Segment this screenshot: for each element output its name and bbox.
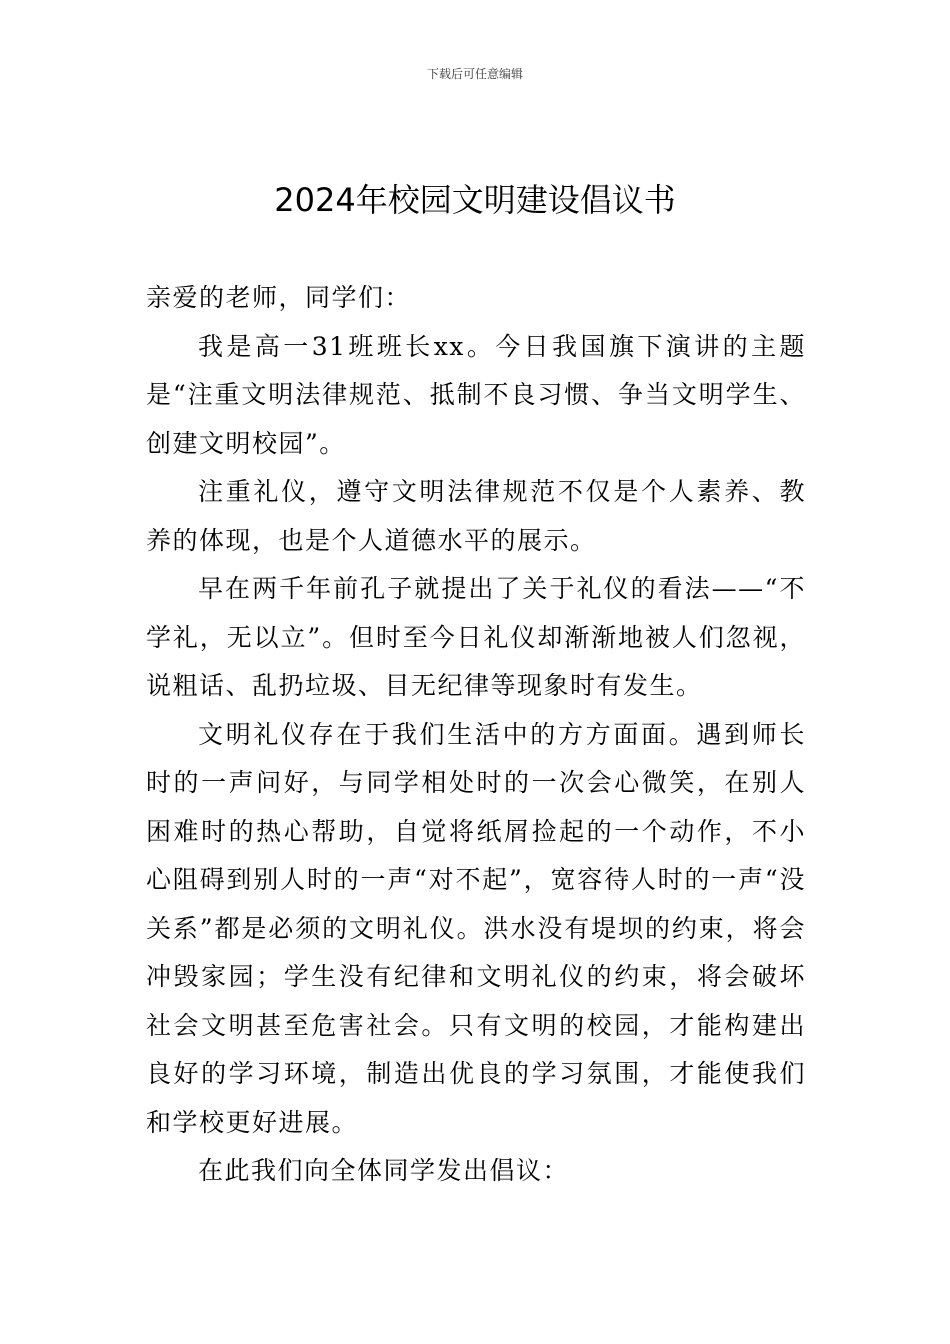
document-body (146, 274, 806, 1196)
document-title: 2024年校园文明建设倡议书 (274, 181, 676, 219)
header-note: 下载后可任意编辑 (426, 67, 523, 81)
paragraph-etiquette: 注重礼仪，遵守文明法律规范不仅是个人素养、教养的体现，也是个人道德水平的展示。 (146, 477, 806, 555)
salutation: 亲爱的老师，同学们： (146, 283, 412, 312)
paragraph-daily-life: 文明礼仪存在于我们生活中的方方面面。遇到师长时的一声问好，与同学相处时的一次会心微笑，在别人困难时的热心帮助，自觉将纸屑捡起的一个动作，不小心阻碍到别人时的一声“对不起”，宽容待人时的一声“没关系”都是必须的文明礼仪。洪水没有堤坝的约束，将会冲毁家园；学生没有纪律和文明礼仪的约束，将会破坏社会文明甚至危害社会。只有文明的校园，才能构建出良好的学习环境，制造出优良的学习氛围，才能使我们和学校更好进展。 (146, 719, 806, 1137)
paragraph-intro: 我是高一31班班长xx。今日我国旗下演讲的主题是“注重文明法律规范、抵制不良习惯、争当文明学生、创建文明校园”。 (146, 331, 806, 458)
paragraph-confucius: 早在两千年前孔子就提出了关于礼仪的看法——“不学礼，无以立”。但时至今日礼仪却渐渐地被人们忽视，说粗话、乱扔垃圾、目无纪律等现象时有发生。 (146, 574, 806, 700)
paragraph-proposal: 在此我们向全体同学发出倡议： (198, 1156, 570, 1185)
